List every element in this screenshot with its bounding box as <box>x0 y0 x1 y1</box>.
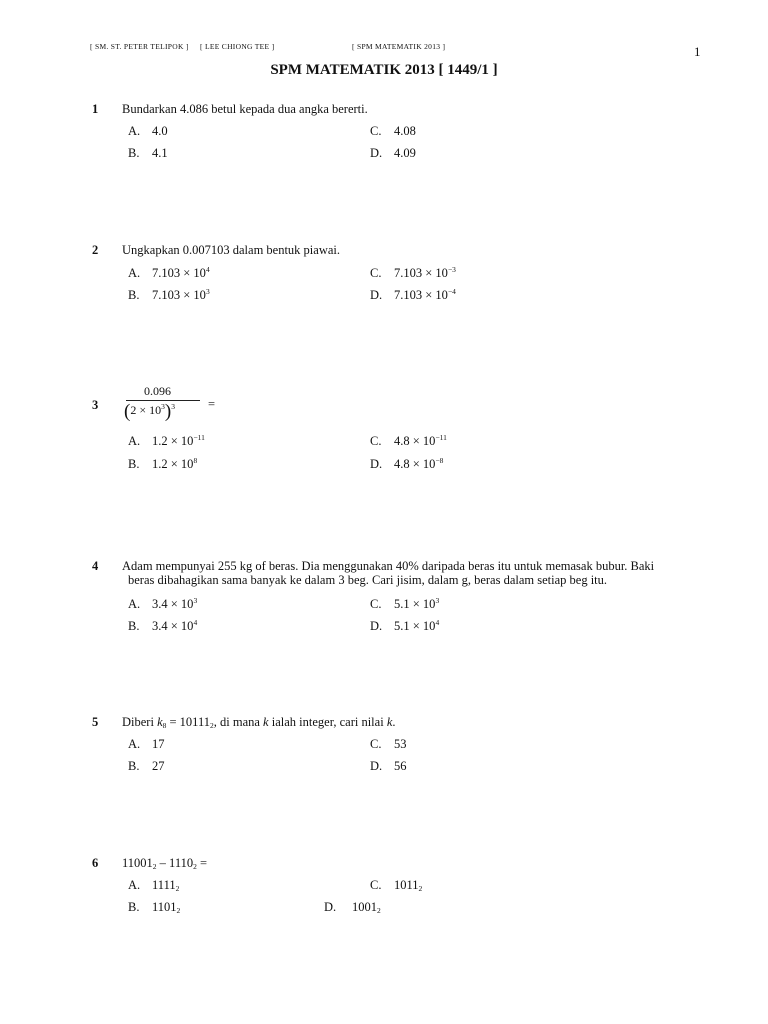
question-text-line-1: Adam mempunyai 255 kg of beras. Dia menggunakan 40% daripada beras itu untuk memasak bubur. Baki <box>122 559 655 573</box>
question-text: $11001_2 - 1110_2$ = <box>122 856 208 871</box>
option-d: D. $1001_2$ <box>324 900 381 915</box>
option-b: B. $1.2 \times 10^8$ <box>128 456 198 471</box>
fraction-expression <box>122 384 204 420</box>
equals-sign: = <box>208 397 216 411</box>
option-c: C. $5.1 \times 10^3$ <box>370 596 440 611</box>
header-subject: [ SPM MATEMATIK 2013 ] <box>352 42 446 51</box>
option-c: C. 4.08 <box>370 124 416 138</box>
option-a: A. 17 <box>128 737 165 751</box>
page-number: 1 <box>694 44 701 59</box>
option-b: B. 27 <box>128 759 165 773</box>
fraction-numerator: 0.096 <box>144 384 171 398</box>
option-b: B. 4.1 <box>128 146 168 160</box>
question-number: 1 <box>92 102 99 116</box>
header-school: [ SM. ST. PETER TELIPOK ] <box>90 42 189 51</box>
option-b: B. $7.103 \times 10^3$ <box>128 287 210 302</box>
question-text: Diberi $k_8 = 10111_2$, di mana k ialah integer, cari nilai k. <box>122 715 396 730</box>
question-text: Ungkapkan 0.007103 dalam bentuk piawai. <box>122 243 341 257</box>
option-d: D. $5.1 \times 10^4$ <box>370 618 440 633</box>
question-number: 2 <box>92 243 99 257</box>
option-a: A. $1.2 \times 10^{-11}$ <box>128 433 205 448</box>
option-a: A. $1111_2$ <box>128 878 180 893</box>
header-author: [ LEE CHIONG TEE ] <box>200 42 275 51</box>
option-d: D. 4.09 <box>370 146 416 160</box>
option-a: A. $3.4 \times 10^3$ <box>128 596 198 611</box>
option-a: A. $7.103 \times 10^4$ <box>128 265 210 280</box>
option-c: C. $7.103 \times 10^{-3}$ <box>370 265 456 280</box>
option-b: B. $1101_2$ <box>128 900 181 915</box>
question-number: 3 <box>92 398 99 412</box>
question-number: 5 <box>92 715 99 729</box>
question-number: 6 <box>92 856 99 870</box>
question-number: 4 <box>92 559 99 573</box>
option-d: D. $4.8 \times 10^{-8}$ <box>370 456 444 471</box>
fraction-denominator: $(2 \times 10^3)^3$ <box>124 401 175 422</box>
option-a: A. 4.0 <box>128 124 168 138</box>
option-d: D. 56 <box>370 759 407 773</box>
option-c: C. 53 <box>370 737 407 751</box>
option-d: D. $7.103 \times 10^{-4}$ <box>370 287 456 302</box>
question-text-line-2: beras dibahagikan sama banyak ke dalam 3 beg. Cari jisim, dalam g, beras dalam setiap beg itu. <box>128 573 608 587</box>
option-c: C. $4.8 \times 10^{-11}$ <box>370 433 447 448</box>
option-c: C. $1011_2$ <box>370 878 423 893</box>
option-b: B. $3.4 \times 10^4$ <box>128 618 198 633</box>
page-title: SPM MATEMATIK 2013 [ 1449/1 ] <box>270 62 498 78</box>
question-text: Bundarkan 4.086 betul kepada dua angka bererti. <box>122 102 368 116</box>
